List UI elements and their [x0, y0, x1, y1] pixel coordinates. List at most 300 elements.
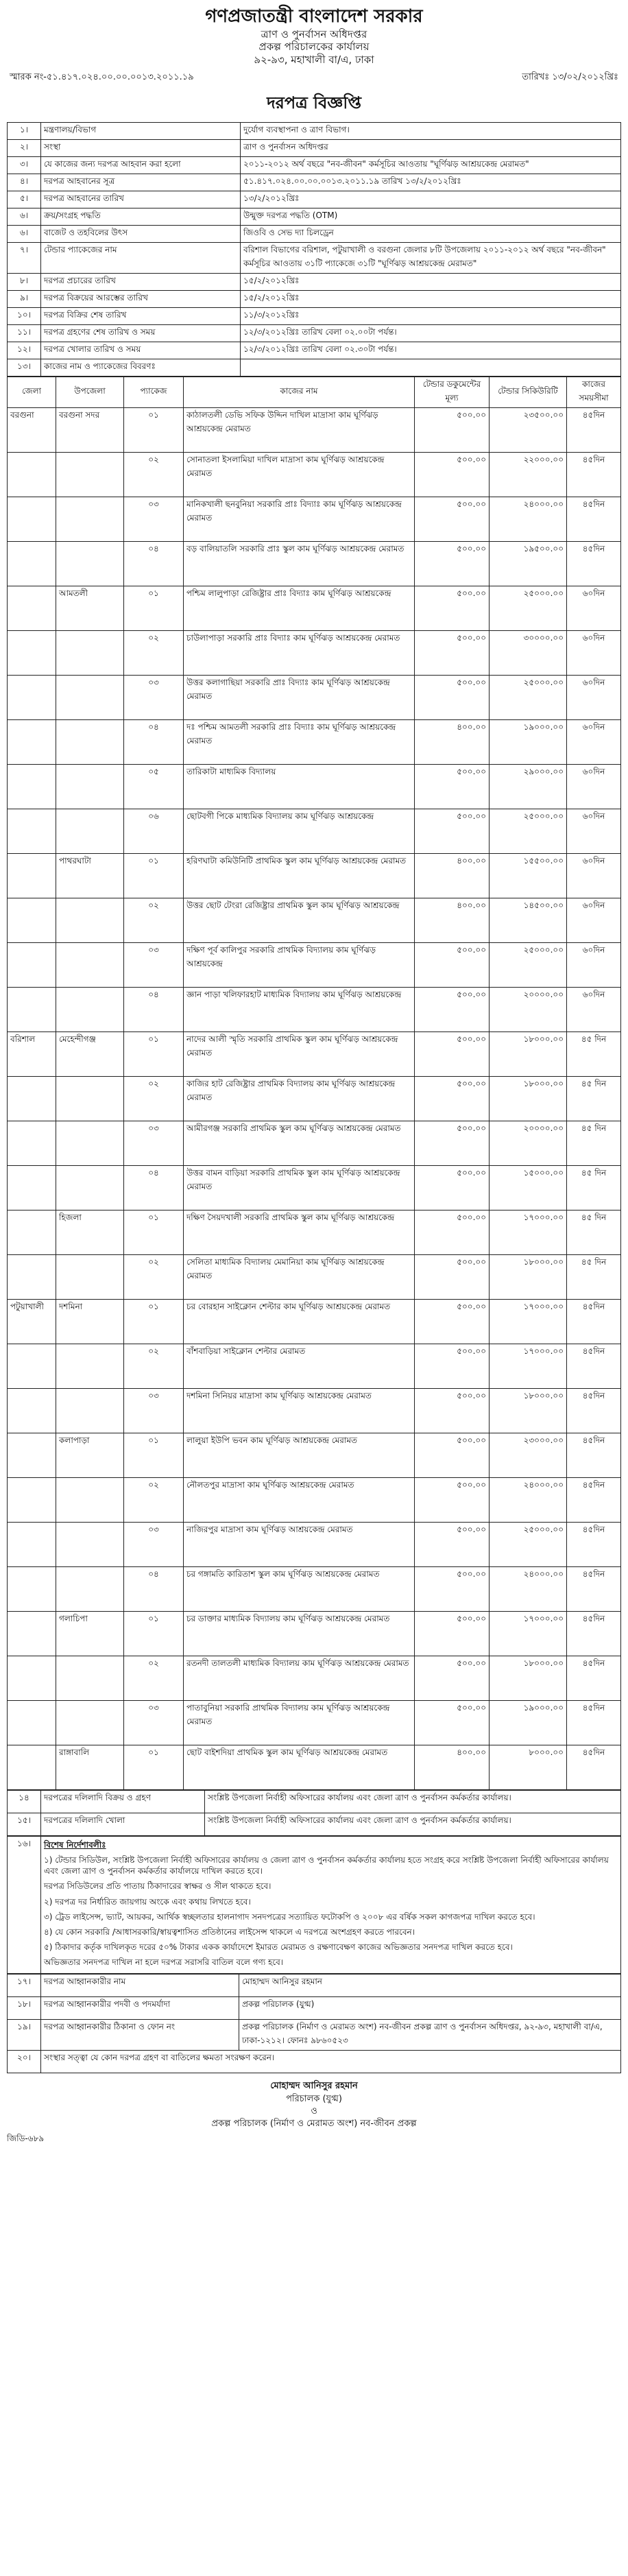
district-cell [8, 1121, 56, 1165]
security-cell: ২২০০০.০০ [490, 452, 567, 497]
info-label: দরপত্র বিক্রির শেষ তারিখ [41, 307, 241, 324]
info-table [7, 122, 621, 377]
doc-price-cell: ৫০০.০০ [415, 630, 490, 675]
package-row [8, 1121, 621, 1165]
work-cell: বাঁশবাড়িয়া সাইক্লোন শেল্টার মেরামত [184, 1344, 415, 1388]
work-cell: কাঠালতলী ডেভি সফিক উদ্দিন দাখিল মাদ্রাসা কাম ঘূর্ণিঝড় আশ্রয়কেন্দ্র মেরামত [184, 407, 415, 452]
district-cell [8, 1076, 56, 1121]
upazila-cell [56, 942, 124, 987]
duration-cell: ৬০দিন [567, 586, 621, 630]
info-number: ১৩। [8, 359, 41, 376]
upazila-cell: বরগুনা সদর [56, 407, 124, 452]
contact-number: ১৭। [8, 1975, 41, 1997]
duration-cell: ৬০দিন [567, 987, 621, 1031]
security-cell: ১৪৫০০.০০ [490, 898, 567, 942]
info-value: ১৩/২/২০১২খ্রিঃ [241, 191, 621, 208]
doc-price-cell: ৫০০.০০ [415, 1566, 490, 1611]
instructions-number: ১৬। [8, 1836, 41, 1974]
work-cell: রতনদী তালতলী মাধ্যমিক বিদ্যালয় কাম ঘূর্ণিঝড় আশ্রয়কেন্দ্র মেরামত [184, 1656, 415, 1700]
info-label: বাজেট ও তহবিলের উৎস [41, 225, 241, 242]
duration-cell: ৪৫দিন [567, 497, 621, 541]
upazila-cell [56, 898, 124, 942]
package-row [8, 719, 621, 764]
security-cell: ১৫০০০.০০ [490, 1165, 567, 1210]
work-cell: দক্ষিণ পূর্ব কালিপুর সরকারি প্রাথমিক বিদ্যালয় কাম ঘূর্ণিঝড় আশ্রয়কেন্দ্র [184, 942, 415, 987]
info-value: জিওবি ও সেভ দ্যা চিলড্রেন [241, 225, 621, 242]
package-cell: ০২ [124, 1344, 184, 1388]
package-row [8, 853, 621, 898]
work-cell: চর ডাক্তার মাধ্যমিক বিদ্যালয় কাম ঘূর্ণিঝড় আশ্রয়কেন্দ্র মেরামত [184, 1611, 415, 1656]
package-cell: ০২ [124, 898, 184, 942]
duration-cell: ৬০দিন [567, 630, 621, 675]
doc-price-cell: ৫০০.০০ [415, 452, 490, 497]
info-value: ১৫/২/২০১২খ্রিঃ [241, 273, 621, 290]
district-cell [8, 1433, 56, 1477]
package-cell: ০১ [124, 1433, 184, 1477]
info-row [8, 122, 621, 139]
gd-code: জিডি-৬৮৯ [7, 2134, 45, 2144]
package-row [8, 809, 621, 853]
package-row [8, 497, 621, 541]
contact-row [8, 2020, 621, 2051]
work-cell: উত্তর ছোট টেংরা রেজিষ্ট্রার প্রাথমিক স্কুল কাম ঘূর্ণিঝড় আশ্রয়কেন্দ্র [184, 898, 415, 942]
footer-table [7, 1790, 621, 1836]
package-row [8, 1611, 621, 1656]
work-cell: লালুয়া ইউপি ভবন কাম ঘূর্ণিঝড় আশ্রয়কেন্দ্র মেরামত [184, 1433, 415, 1477]
work-cell: মানিকখালী ছনবুনিয়া সরকারি প্রাঃ বিদ্যাঃ কাম ঘূর্ণিঝড় আশ্রয়কেন্দ্র মেরামত [184, 497, 415, 541]
district-cell: বরগুনা [8, 407, 56, 452]
district-cell [8, 1254, 56, 1299]
info-value: ৫১.৪১৭.০২৪.০০.০০.০০১৩.২০১১.১৯ তারিখ ১৩/২/২০১২খ্রিঃ [241, 174, 621, 191]
office-address: ৯২-৯৩, মহাখালী বা/এ, ঢাকা [254, 53, 374, 66]
package-row [8, 1344, 621, 1388]
work-cell: ছোটবগী পিকে মাধ্যমিক বিদ্যালয় কাম ঘূর্ণিঝড় আশ্রয়কেন্দ্র [184, 809, 415, 853]
contact-row [8, 2051, 621, 2073]
info-number: ১০। [8, 307, 41, 324]
info-label: কাজের নাম ও প্যাকেজের বিবরণঃ [41, 359, 241, 376]
security-cell: ২৫০০০.০০ [490, 1522, 567, 1566]
security-cell: ১৯০০০.০০ [490, 719, 567, 764]
upazila-cell [56, 497, 124, 541]
work-cell: উত্তর বামন বাড়িয়া সরকারি প্রাথমিক স্কুল কাম ঘূর্ণিঝড় আশ্রয়কেন্দ্র মেরামত [184, 1165, 415, 1210]
upazila-cell: মেহেন্দীগঞ্জ [56, 1031, 124, 1076]
package-row [8, 1477, 621, 1522]
col-upazila: উপজেলা [56, 377, 124, 407]
upazila-cell [56, 1388, 124, 1433]
col-package: প্যাকেজ [124, 377, 184, 407]
contact-value: প্রকল্প পরিচালক (নির্মাণ ও মেরামত অংশ) নব-জীবন প্রকল্প ত্রাণ ও পুনর্বাসন অধিদপ্তর, ৯২-৯৩, মহাখালী বা/এ, ঢাকা-১২১২। ফোনঃ ৯৮৬০৫২৩ [239, 2020, 621, 2051]
government-title: গণপ্রজাতন্ত্রী বাংলাদেশ সরকার [205, 6, 423, 27]
security-cell: ১৮০০০.০০ [490, 1254, 567, 1299]
district-cell [8, 942, 56, 987]
duration-cell: ৬০দিন [567, 719, 621, 764]
info-row [8, 208, 621, 225]
col-district: জেলা [8, 377, 56, 407]
upazila-cell [56, 1656, 124, 1700]
info-label: যে কাজের জন্য দরপত্র আহবান করা হলো [41, 156, 241, 174]
footer-value: সংশ্লিষ্ট উপজেলা নির্বাহী অফিসারের কার্যালয় এবং জেলা ত্রাণ ও পুনর্বাসন কর্মকর্তার কার্যালয়। [205, 1813, 621, 1835]
doc-price-cell: ৫০০.০০ [415, 1254, 490, 1299]
package-row [8, 586, 621, 630]
security-cell: ১৮০০০.০০ [490, 1031, 567, 1076]
duration-cell: ৪৫দিন [567, 407, 621, 452]
work-cell: পশ্চিম লালুপাড়া রেজিষ্ট্রার প্রাঃ বিদ্যাঃ কাম ঘূর্ণিঝড় আশ্রয়কেন্দ্র [184, 586, 415, 630]
contact-table [7, 1974, 621, 2073]
info-row [8, 174, 621, 191]
package-cell: ০১ [124, 1611, 184, 1656]
info-number: ৬। [8, 208, 41, 225]
work-cell: নাজিরপুর মাদ্রাসা কাম ঘূর্ণিঝড় আশ্রয়কেন্দ্র মেরামত [184, 1522, 415, 1566]
package-row [8, 630, 621, 675]
duration-cell: ৬০দিন [567, 764, 621, 809]
doc-price-cell: ৫০০.০০ [415, 1522, 490, 1566]
package-cell: ০৩ [124, 497, 184, 541]
upazila-cell [56, 541, 124, 586]
work-cell: জ্ঞান পাড়া খলিফারহাট মাধ্যমিক বিদ্যালয় কাম ঘূর্ণিঝড় আশ্রয়কেন্দ্র [184, 987, 415, 1031]
instruction-item: দরপত্র সিডিউলের প্রতি পাতায় ঠিকাদারের স্বাক্ষর ও সীল থাকতে হবে। [44, 1881, 271, 1892]
package-row [8, 764, 621, 809]
signatory-name: মোহাম্মদ আনিসুর রহমান [270, 2081, 358, 2092]
security-cell: ৮০০০.০০ [490, 1745, 567, 1789]
security-cell: ২৫০০০.০০ [490, 809, 567, 853]
duration-cell: ৪৫ দিন [567, 1254, 621, 1299]
work-cell: কাজির হাট রেজিষ্ট্রার প্রাথমিক বিদ্যালয় কাম ঘূর্ণিঝড় আশ্রয়কেন্দ্র মেরামত [184, 1076, 415, 1121]
info-row [8, 139, 621, 156]
upazila-cell: পাথরঘাটা [56, 853, 124, 898]
doc-price-cell: ৪০০.০০ [415, 853, 490, 898]
doc-price-cell: ৫০০.০০ [415, 1700, 490, 1745]
duration-cell: ৪৫দিন [567, 1611, 621, 1656]
package-cell: ০৪ [124, 719, 184, 764]
duration-cell: ৪৫দিন [567, 1477, 621, 1522]
doc-price-cell: ৫০০.০০ [415, 407, 490, 452]
security-cell: ২০০০০.০০ [490, 987, 567, 1031]
duration-cell: ৪৫ দিন [567, 1121, 621, 1165]
signatory-title: পরিচালক (যুগ্ম) [286, 2093, 342, 2104]
doc-price-cell: ৫০০.০০ [415, 586, 490, 630]
package-row [8, 407, 621, 452]
duration-cell: ৪৫ দিন [567, 1165, 621, 1210]
duration-cell: ৬০দিন [567, 809, 621, 853]
security-cell: ১৭০০০.০০ [490, 1611, 567, 1656]
security-cell: ১৫৫০০.০০ [490, 853, 567, 898]
doc-price-cell: ৫০০.০০ [415, 942, 490, 987]
security-cell: ৩০০০০.০০ [490, 630, 567, 675]
info-label: সংস্থা [41, 139, 241, 156]
package-cell: ০৩ [124, 1121, 184, 1165]
security-cell: ২৪০০০.০০ [490, 1477, 567, 1522]
work-cell: হরিণঘাটা কমিউনিটি প্রাথমিক স্কুল কাম ঘূর্ণিঝড় আশ্রয়কেন্দ্র মেরামত [184, 853, 415, 898]
security-cell: ১৯০০০.০০ [490, 1700, 567, 1745]
work-cell: পাতাবুনিয়া সরকারি প্রাথমিক বিদ্যালয় কাম ঘূর্ণিঝড় আশ্রয়কেন্দ্র মেরামত [184, 1700, 415, 1745]
package-cell: ০৩ [124, 942, 184, 987]
district-cell [8, 1165, 56, 1210]
instruction-item: ৫) ঠিকাদার কর্তৃক দাখিলকৃত দরের ৫০% টাকার একক কার্যাদেশে ইমারত মেরামত ও রক্ষণাবেক্ষণ কাজের অভিজ্ঞতার সনদপত্র দাখিল করতে হবে। [44, 1942, 513, 1953]
package-cell: ০২ [124, 1656, 184, 1700]
instructions-heading: বিশেষ নির্দেশাবলীঃ [44, 1839, 106, 1850]
work-cell: নৌলতপুর মাদ্রাসা কাম ঘূর্ণিঝড় আশ্রয়কেন্দ্র মেরামত [184, 1477, 415, 1522]
info-number: ১। [8, 122, 41, 139]
doc-price-cell: ৫০০.০০ [415, 541, 490, 586]
signature-block [7, 2080, 621, 2130]
contact-label: দরপত্র আহ্বানকারীর ঠিকানা ও ফোন নং [41, 2020, 239, 2051]
instruction-item: ৪) যে কোন সরকারি /আধাসরকারি/স্বায়ত্বশাসিত প্রতিষ্ঠানের লাইসেন্স থাকলে এ দরপত্রে অংশগ্রহণ করতে পারবেন। [44, 1927, 415, 1937]
package-row [8, 1031, 621, 1076]
work-cell: দক্ষিণ সৈয়দখালী সরকারি প্রাথমিক স্কুল কাম ঘূর্ণিঝড় আশ্রয়কেন্দ্র [184, 1210, 415, 1254]
duration-cell: ৪৫দিন [567, 1700, 621, 1745]
work-cell: নাদের আলী স্মৃতি সরকারি প্রাথমিক স্কুল কাম ঘূর্ণিঝড় আশ্রয়কেন্দ্র মেরামত [184, 1031, 415, 1076]
work-cell: আমীরগঞ্জ সরকারি প্রাথমিক স্কুল কাম ঘূর্ণিঝড় আশ্রয়কেন্দ্র মেরামত [184, 1121, 415, 1165]
district-cell [8, 987, 56, 1031]
info-number: ৩। [8, 156, 41, 174]
info-row [8, 156, 621, 174]
tender-notice-page [7, 0, 621, 2147]
district-cell [8, 719, 56, 764]
info-row [8, 290, 621, 307]
doc-price-cell: ৫০০.০০ [415, 1477, 490, 1522]
work-cell: দঃ পশ্চিম আমতলী সরকারি প্রাঃ বিদ্যাঃ কাম ঘূর্ণিঝড় আশ্রয়কেন্দ্র মেরামত [184, 719, 415, 764]
security-cell: ২০০০০.০০ [490, 1121, 567, 1165]
security-cell: ২৫০০০.০০ [490, 942, 567, 987]
doc-price-cell: ৫০০.০০ [415, 764, 490, 809]
package-cell: ০৩ [124, 1522, 184, 1566]
instruction-item: অভিজ্ঞতার সনদপত্র দাখিল না হলে দরপত্র সরাসরি বাতিল বলে গণ্য হবে। [44, 1957, 284, 1968]
contact-value: প্রকল্প পরিচালক (যুগ্ম) [239, 1997, 621, 2020]
security-cell: ১৯৫০০.০০ [490, 541, 567, 586]
duration-cell: ৪৫দিন [567, 1433, 621, 1477]
info-label: দরপত্র গ্রহণের শেষ তারিখ ও সময় [41, 324, 241, 342]
info-value: দুর্যোগ ব্যবস্থাপনা ও ত্রাণ বিভাগ। [241, 122, 621, 139]
package-cell: ০১ [124, 407, 184, 452]
doc-price-cell: ৪০০.০০ [415, 1745, 490, 1789]
info-row [8, 191, 621, 208]
security-cell: ১৮০০০.০০ [490, 1656, 567, 1700]
instructions-row [8, 1836, 621, 1974]
doc-price-cell: ৫০০.০০ [415, 1210, 490, 1254]
info-label: দরপত্র খোলার তারিখ ও সময় [41, 342, 241, 359]
contact-number: ২০। [8, 2051, 41, 2073]
contact-number: ১৯। [8, 2020, 41, 2051]
work-cell: চর বোরহান সাইক্লোন শেল্টার কাম ঘূর্ণিঝড় আশ্রয়কেন্দ্র মেরামত [184, 1299, 415, 1344]
upazila-cell: আমতলী [56, 586, 124, 630]
package-cell: ০২ [124, 630, 184, 675]
info-number: ১২। [8, 342, 41, 359]
doc-price-cell: ৫০০.০০ [415, 1165, 490, 1210]
instruction-item: ৩) ট্রেড লাইসেন্স, ভ্যাট, আয়কর, আর্থিক স্বচ্ছলতার হালনাগাদ সনদপত্রের সত্যায়িত ফটোকপি ও ২০০৮ এর বর্ষিক সকল কাগজপত্র দাখিল করতে হবে। [44, 1911, 535, 1922]
security-cell: ১৮০০০.০০ [490, 1076, 567, 1121]
col-duration: কাজের সময়সীমা [567, 377, 621, 407]
memo-date: তারিখঃ ১৩/০২/২০১২খ্রিঃ [522, 71, 618, 82]
duration-cell: ৪৫দিন [567, 1388, 621, 1433]
doc-price-cell: ৫০০.০০ [415, 1433, 490, 1477]
duration-cell: ৪৫দিন [567, 1656, 621, 1700]
package-cell: ০১ [124, 1745, 184, 1789]
doc-price-cell: ৫০০.০০ [415, 1299, 490, 1344]
doc-price-cell: ৪০০.০০ [415, 898, 490, 942]
footer-row [8, 1790, 621, 1813]
info-row [8, 342, 621, 359]
doc-price-cell: ৫০০.০০ [415, 1076, 490, 1121]
package-row [8, 541, 621, 586]
doc-price-cell: ৫০০.০০ [415, 1611, 490, 1656]
info-row [8, 225, 621, 242]
duration-cell: ৪৫দিন [567, 1522, 621, 1566]
security-cell: ২৫০০০.০০ [490, 675, 567, 719]
info-value: বরিশাল বিভাগের বরিশাল, পটুয়াখালী ও বরগুনা জেলার ৮টি উপজেলায় ২০১১-২০১২ অর্থ বছরে "নব-জীবন" কর্মসূচির আওতায় ৩১টি প্যাকেজে ৩১টি "ঘূর্ণিঝড় আশ্রয়কেন্দ্র মেরামত" [241, 242, 621, 273]
upazila-cell [56, 1566, 124, 1611]
doc-price-cell: ৫০০.০০ [415, 675, 490, 719]
upazila-cell [56, 1522, 124, 1566]
upazila-cell [56, 452, 124, 497]
info-row [8, 273, 621, 290]
info-value: ১২/৩/২০১২খ্রিঃ তারিখ বেলা ০২.৩০টা পর্যন্ত। [241, 342, 621, 359]
instructions-cell [41, 1836, 621, 1974]
package-row [8, 942, 621, 987]
security-cell: ২৯০০০.০০ [490, 764, 567, 809]
work-cell: তারিকাটা মাধ্যমিক বিদ্যালয় [184, 764, 415, 809]
info-label: দরপত্র আহবানের সূত্র [41, 174, 241, 191]
district-cell [8, 1388, 56, 1433]
upazila-cell [56, 764, 124, 809]
upazila-cell [56, 1254, 124, 1299]
district-cell [8, 1566, 56, 1611]
package-cell: ০৩ [124, 1700, 184, 1745]
district-cell: বরিশাল [8, 1031, 56, 1076]
work-cell: সোনাতলা ইসলামিয়া দাখিল মাদ্রাসা কাম ঘূর্ণিঝড় আশ্রয়কেন্দ্র মেরামত [184, 452, 415, 497]
district-cell [8, 541, 56, 586]
doc-price-cell: ৫০০.০০ [415, 809, 490, 853]
security-cell: ২৪০০০.০০ [490, 1566, 567, 1611]
info-number: ৫। [8, 191, 41, 208]
package-row [8, 1299, 621, 1344]
duration-cell: ৪৫ দিন [567, 1210, 621, 1254]
district-cell [8, 452, 56, 497]
package-row [8, 898, 621, 942]
upazila-cell: কলাপাড়া [56, 1433, 124, 1477]
upazila-cell: গলাচিপা [56, 1611, 124, 1656]
duration-cell: ৬০দিন [567, 675, 621, 719]
package-table [7, 377, 621, 1790]
info-value [241, 359, 621, 376]
duration-cell: ৪৫দিন [567, 1566, 621, 1611]
district-cell [8, 1522, 56, 1566]
work-cell: উত্তর কলাগাছিয়া সরকারি প্রাঃ বিদ্যাঃ কাম ঘূর্ণিঝড় আশ্রয়কেন্দ্র মেরামত [184, 675, 415, 719]
package-cell: ০৫ [124, 764, 184, 809]
package-row [8, 675, 621, 719]
security-cell: ২৪০০০.০০ [490, 497, 567, 541]
notice-title: দরপত্র বিজ্ঞপ্তি [267, 93, 361, 112]
doc-price-cell: ৫০০.০০ [415, 1656, 490, 1700]
security-cell: ১৭০০০.০০ [490, 1344, 567, 1388]
info-number: ৭। [8, 242, 41, 273]
signatory-and: ও [311, 2106, 317, 2116]
info-row [8, 359, 621, 376]
duration-cell: ৪৫দিন [567, 1299, 621, 1344]
duration-cell: ৬০দিন [567, 942, 621, 987]
package-cell: ০১ [124, 853, 184, 898]
info-value: ১৫/২/২০১২খ্রিঃ [241, 290, 621, 307]
package-cell: ০১ [124, 586, 184, 630]
upazila-cell [56, 1076, 124, 1121]
security-cell: ১৮০০০.০০ [490, 1388, 567, 1433]
package-cell: ০৬ [124, 809, 184, 853]
package-cell: ০৪ [124, 1566, 184, 1611]
col-security: টেন্ডার সিকিউরিটি [490, 377, 567, 407]
district-cell [8, 1344, 56, 1388]
work-cell: দশমিনা সিনিয়র মাদ্রাসা কাম ঘূর্ণিঝড় আশ্রয়কেন্দ্র মেরামত [184, 1388, 415, 1433]
district-cell [8, 853, 56, 898]
info-value: ত্রাণ ও পুনর্বাসন অধিদপ্তর [241, 139, 621, 156]
contact-label: দরপত্র আহ্বানকারীর পদবী ও পদমর্যাদা [41, 1997, 239, 2020]
duration-cell: ৪৫দিন [567, 1745, 621, 1789]
upazila-cell [56, 675, 124, 719]
info-value: ১২/৩/২০১২খ্রিঃ তারিখ বেলা ০২.০০টা পর্যন্ত। [241, 324, 621, 342]
package-row [8, 452, 621, 497]
package-header-row [8, 377, 621, 407]
info-row [8, 242, 621, 273]
package-cell: ০১ [124, 1210, 184, 1254]
package-cell: ০৪ [124, 541, 184, 586]
info-row [8, 307, 621, 324]
package-row [8, 1210, 621, 1254]
package-row [8, 1433, 621, 1477]
package-cell: ০৩ [124, 675, 184, 719]
info-number: ৮। [8, 273, 41, 290]
package-cell: ০২ [124, 452, 184, 497]
memo-number: স্মারক নং-৫১.৪১৭.০২৪.০০.০০.০০১৩.২০১১.১৯ [10, 71, 194, 82]
security-cell: ১৭০০০.০০ [490, 1210, 567, 1254]
district-cell [8, 497, 56, 541]
district-cell [8, 764, 56, 809]
work-cell: চর গঙ্গামতি কারিতাশ স্কুল কাম ঘূর্ণিঝড় আশ্রয়কেন্দ্র মেরামত [184, 1566, 415, 1611]
office-name: প্রকল্প পরিচালকের কার্যালয় [258, 40, 370, 53]
package-row [8, 1700, 621, 1745]
doc-price-cell: ৫০০.০০ [415, 1121, 490, 1165]
contact-row [8, 1975, 621, 1997]
district-cell [8, 675, 56, 719]
info-number: ১১। [8, 324, 41, 342]
package-row [8, 987, 621, 1031]
instruction-item: ১) টেন্ডার সিডিউল, সংশ্লিষ্ট উপজেলা নির্বাহী অফিসারের কার্যালয় ও জেলা ত্রাণ ও পুনর্বাসন কর্মকর্তার কার্যালয় হতে সংগ্রহ করে সংশ্লিষ্ট উপজেলা নির্বাহী অফিসারের কার্যালয় এবং জেলা ত্রাণ ও পুনর্বাসন কর্মকর্তার কার্যালয়ে দাখিল করতে হবে। [44, 1855, 609, 1876]
package-row [8, 1566, 621, 1611]
package-cell: ০৪ [124, 987, 184, 1031]
duration-cell: ৬০দিন [567, 853, 621, 898]
package-cell: ০৪ [124, 1165, 184, 1210]
work-cell: সেলিতা মাধ্যমিক বিদ্যালয় মেমানিয়া কাম ঘূর্ণিঝড় আশ্রয়কেন্দ্র মেরামত [184, 1254, 415, 1299]
district-cell: পটুয়াখালী [8, 1299, 56, 1344]
info-label: মন্ত্রণালয়/বিভাগ [41, 122, 241, 139]
district-cell [8, 1611, 56, 1656]
work-cell: চাউলাপাড়া সরকারি প্রাঃ বিদ্যাঃ কাম ঘূর্ণিঝড় আশ্রয়কেন্দ্র মেরামত [184, 630, 415, 675]
package-row [8, 1254, 621, 1299]
contact-label: সংস্থার সত্ত্বা যে কোন দরপত্র গ্রহণ বা বাতিলের ক্ষমতা সংরক্ষণ করেন। [41, 2051, 621, 2073]
district-cell [8, 586, 56, 630]
package-row [8, 1388, 621, 1433]
info-row [8, 324, 621, 342]
col-work: কাজের নাম [184, 377, 415, 407]
district-cell [8, 1477, 56, 1522]
work-cell: বড় বালিয়াতলি সরকারি প্রাঃ স্কুল কাম ঘূর্ণিঝড় আশ্রয়কেন্দ্র মেরামত [184, 541, 415, 586]
security-cell: ২৩০০০.০০ [490, 1433, 567, 1477]
doc-price-cell: ৫০০.০০ [415, 1031, 490, 1076]
district-cell [8, 1700, 56, 1745]
duration-cell: ৪৫দিন [567, 541, 621, 586]
district-cell [8, 1745, 56, 1789]
doc-price-cell: ৫০০.০০ [415, 987, 490, 1031]
footer-number: ১৪ [8, 1790, 41, 1813]
security-cell: ১৭০০০.০০ [490, 1299, 567, 1344]
district-cell [8, 809, 56, 853]
